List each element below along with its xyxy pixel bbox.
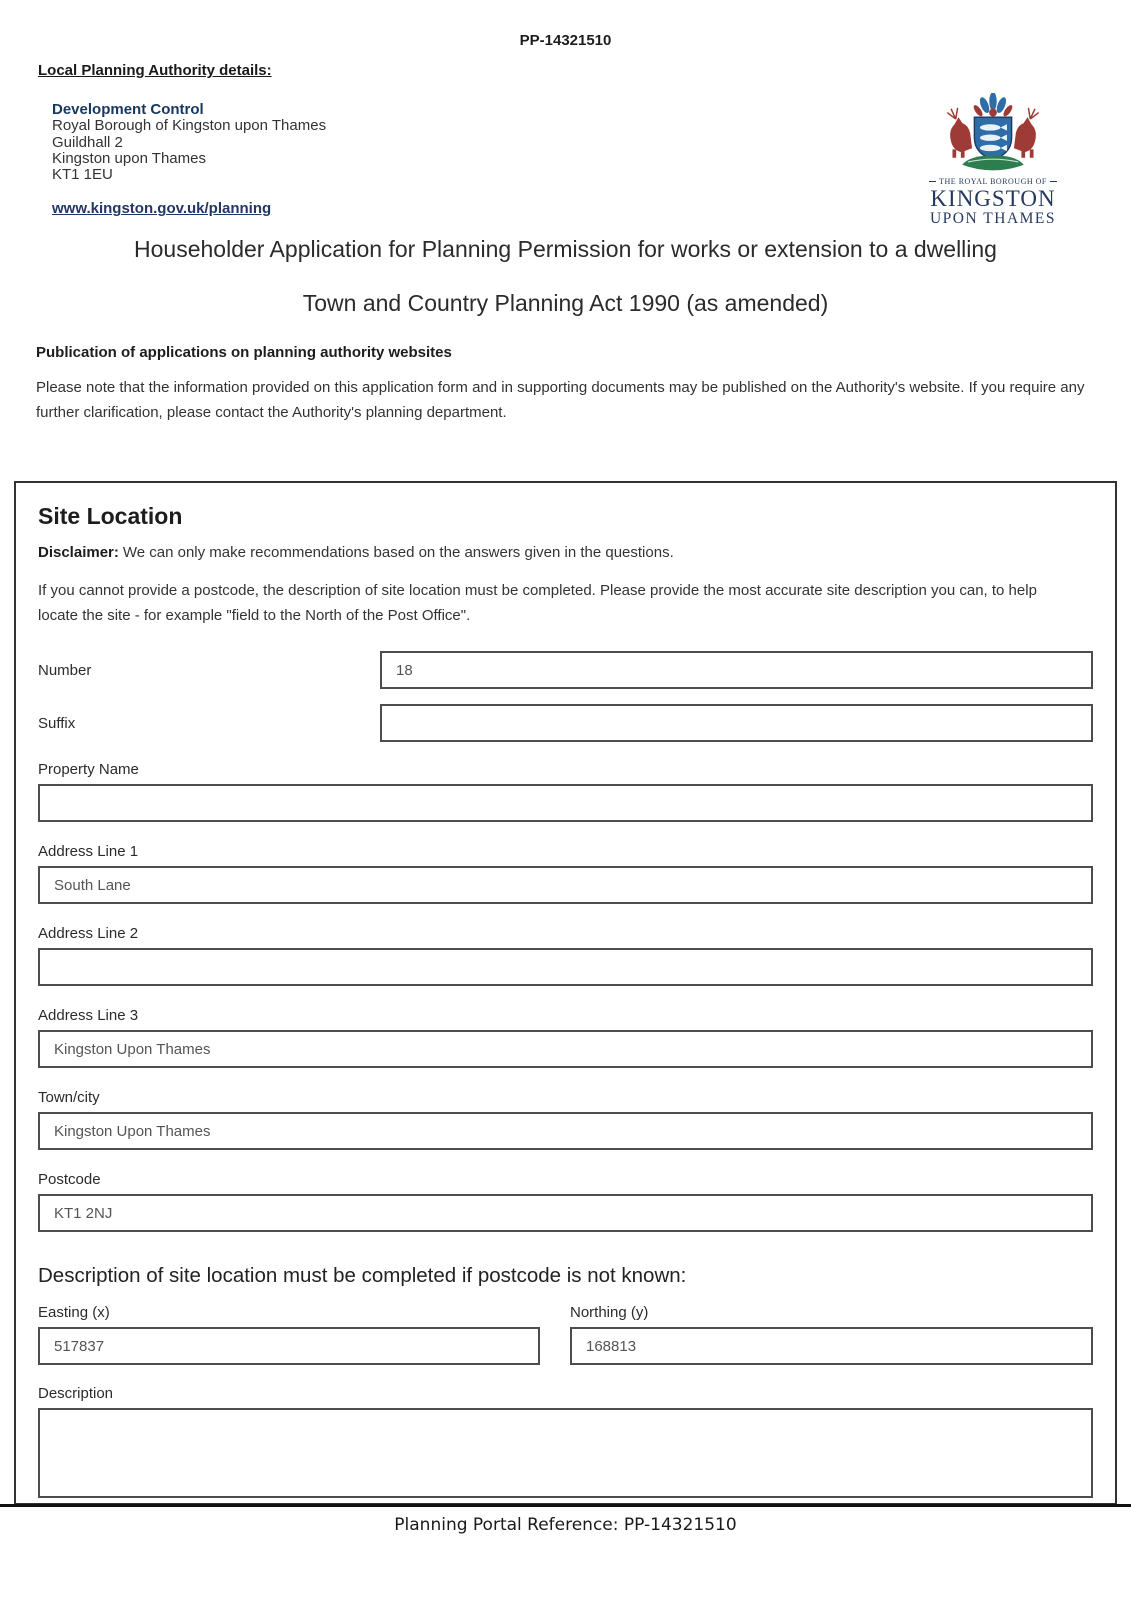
logo-rule-left (929, 181, 936, 182)
property-name-label: Property Name (38, 761, 139, 778)
postcode-field (38, 1171, 1093, 1232)
number-input[interactable] (380, 651, 1093, 689)
suffix-input[interactable] (380, 704, 1093, 742)
address-line-3-field (38, 1007, 1093, 1068)
northing-input[interactable] (570, 1327, 1093, 1365)
site-location-heading: Site Location (38, 503, 183, 529)
coordinates-row (38, 1304, 1093, 1365)
postcode-label: Postcode (38, 1171, 101, 1188)
site-location-section (14, 481, 1117, 1505)
kingston-coat-of-arms-logo (929, 93, 1057, 227)
postcode-instructions: If you cannot provide a postcode, the description of site location must be completed. Please provide the most accurate site description you can, to help locate the site - for example "field to the North of the Post Office". (38, 582, 1037, 624)
address-line-2-input[interactable] (38, 948, 1093, 986)
logo-borough-text: THE ROYAL BOROUGH OF (939, 177, 1047, 186)
logo-upon-thames-text: UPON THAMES (929, 210, 1057, 227)
planning-portal-reference: Planning Portal Reference: PP-14321510 (394, 1515, 737, 1535)
easting-label: Easting (x) (38, 1304, 110, 1321)
address-line-2-field (38, 925, 1093, 986)
town-city-field (38, 1089, 1093, 1150)
property-name-field (38, 761, 1093, 822)
description-requirement-heading: Description of site location must be completed if postcode is not known: (38, 1264, 687, 1287)
lpa-address-line: Kingston upon Thames (52, 149, 206, 167)
form-title: Householder Application for Planning Permission for works or extension to a dwelling (134, 236, 997, 263)
lpa-address-line: Royal Borough of Kingston upon Thames (52, 117, 327, 135)
description-label: Description (38, 1385, 114, 1402)
address-line-1-field (38, 843, 1093, 904)
easting-field (38, 1304, 540, 1365)
kingston-crest-icon (932, 93, 1054, 175)
northing-field (570, 1304, 1093, 1365)
lpa-address-line: KT1 1EU (52, 166, 113, 184)
address-line-3-input[interactable] (38, 1030, 1093, 1068)
address-line-1-label: Address Line 1 (38, 843, 139, 860)
suffix-field-row (38, 704, 1093, 742)
description-input[interactable] (38, 1408, 1093, 1498)
postcode-input[interactable] (38, 1194, 1093, 1232)
disclaimer-text (38, 544, 1093, 561)
publication-heading: Publication of applications on planning authority websites (36, 344, 452, 362)
suffix-label: Suffix (38, 714, 76, 732)
town-city-input[interactable] (38, 1112, 1093, 1150)
lpa-details-heading: Local Planning Authority details: (38, 62, 272, 79)
logo-rule-right (1050, 181, 1057, 182)
address-line-3-label: Address Line 3 (38, 1007, 139, 1024)
publication-note: Please note that the information provided on this application form and in supporting documents may be published on the Authority's website. If you require any further clarification, please contact the Authority's planning department. (36, 379, 1085, 421)
page-break-divider (0, 1504, 1131, 1507)
lpa-address-line: Guildhall 2 (52, 133, 123, 151)
logo-kingston-text: KINGSTON (930, 186, 1056, 211)
logo-caption-small (929, 177, 1057, 186)
description-field (38, 1385, 1093, 1498)
lpa-department: Development Control (52, 101, 204, 118)
application-reference: PP-14321510 (519, 32, 612, 49)
address-line-1-input[interactable] (38, 866, 1093, 904)
easting-input[interactable] (38, 1327, 540, 1365)
town-city-label: Town/city (38, 1089, 100, 1106)
disclaimer-body: We can only make recommendations based on the answers given in the questions. (122, 544, 674, 561)
number-label: Number (38, 661, 92, 679)
form-subtitle: Town and Country Planning Act 1990 (as amended) (302, 290, 829, 317)
northing-label: Northing (y) (570, 1304, 649, 1321)
number-field-row (38, 651, 1093, 689)
address-line-2-label: Address Line 2 (38, 925, 139, 942)
disclaimer-label: Disclaimer: (38, 544, 119, 561)
property-name-input[interactable] (38, 784, 1093, 822)
lpa-website-link[interactable]: www.kingston.gov.uk/planning (52, 200, 272, 218)
